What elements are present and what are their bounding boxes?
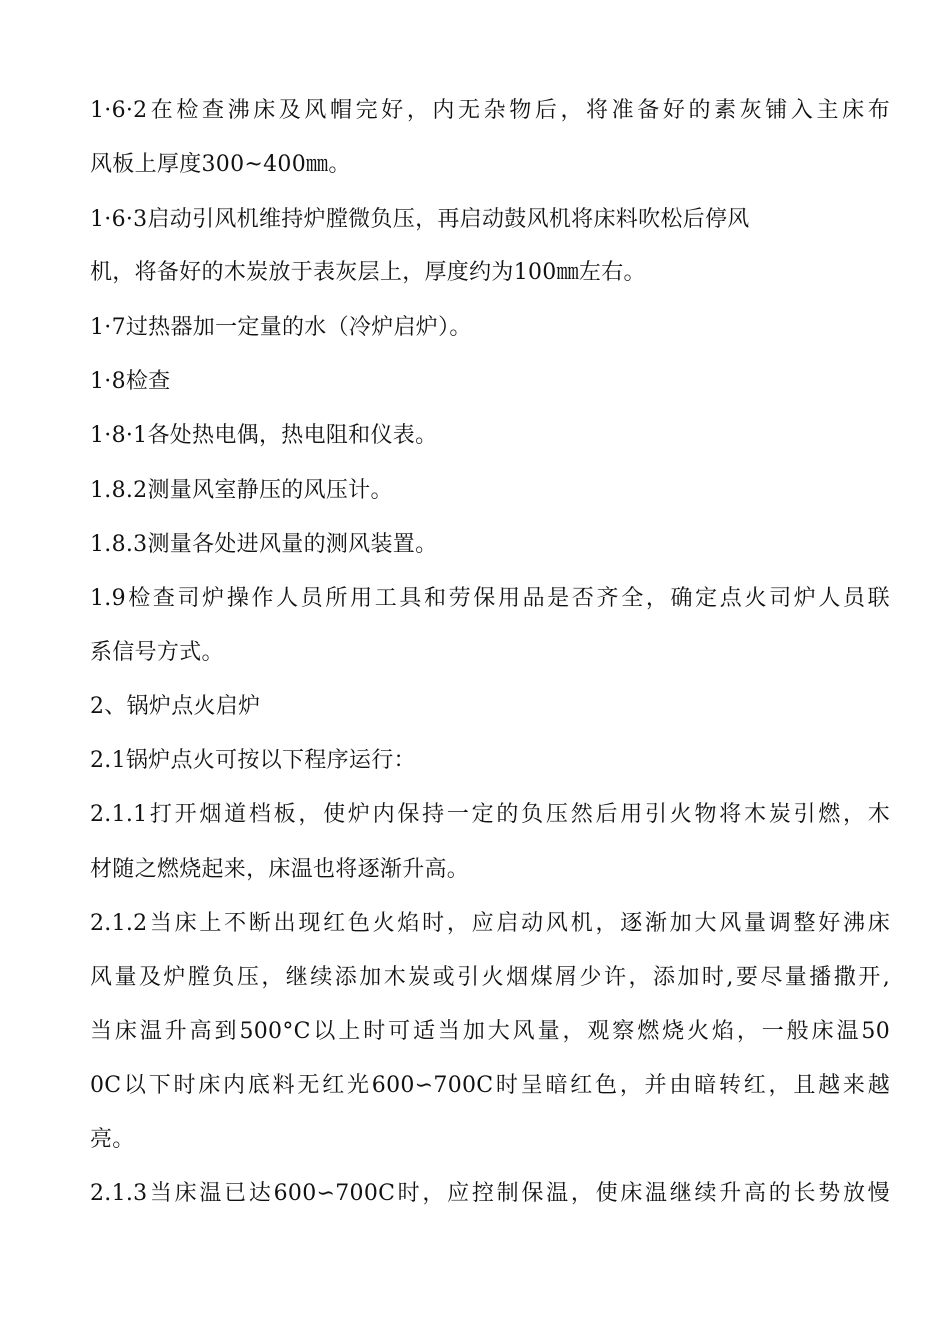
text-line: 1·6·2在检查沸床及风帽完好，内无杂物后，将准备好的素灰铺入主床布 (90, 98, 890, 123)
text-line: 风板上厚度300~400㎜。 (90, 152, 351, 177)
text-line: 2.1锅炉点火可按以下程序运行： (90, 748, 416, 773)
text-line: 2.1.1打开烟道档板，使炉内保持一定的负压然后用引火物将木炭引燃，木 (90, 802, 890, 827)
text-line: 风量及炉膛负压，继续添加木炭或引火烟煤屑少许，添加时,要尽量播撒开, (90, 965, 890, 990)
text-line: 2.1.2当床上不断出现红色火焰时，应启动风机，逐渐加大风量调整好沸床 (90, 911, 890, 936)
text-line: 2、锅炉点火启炉 (90, 694, 261, 719)
text-line: 1.8.2测量风室静压的风压计。 (90, 478, 393, 503)
text-line: 1·6·3启动引风机维持炉膛微负压，再启动鼓风机将床料吹松后停风 (90, 207, 750, 232)
text-line: 1.9检查司炉操作人员所用工具和劳保用品是否齐全，确定点火司炉人员联 (90, 586, 890, 611)
text-line: 2.1.3当床温已达600∽700C时，应控制保温，使床温继续升高的长势放慢 (90, 1181, 890, 1206)
text-line: 1·7过热器加一定量的水（冷炉启炉）。 (90, 315, 472, 340)
text-line: 当床温升高到500°C以上时可适当加大风量，观察燃烧火焰，一般床温50 (90, 1019, 890, 1044)
text-line: 材随之燃烧起来，床温也将逐渐升高。 (90, 857, 470, 882)
text-line: 0C以下时床内底料无红光600∽700C时呈暗红色，并由暗转红，且越来越 (90, 1073, 890, 1098)
text-line: 1·8·1各处热电偶，热电阻和仪表。 (90, 423, 438, 448)
text-line: 系信号方式。 (90, 640, 224, 665)
text-line: 1.8.3测量各处进风量的测风装置。 (90, 532, 438, 557)
text-line: 1·8检查 (90, 369, 171, 394)
text-line: 亮。 (90, 1127, 135, 1152)
text-line: 机，将备好的木炭放于表灰层上，厚度约为100㎜左右。 (90, 260, 646, 285)
